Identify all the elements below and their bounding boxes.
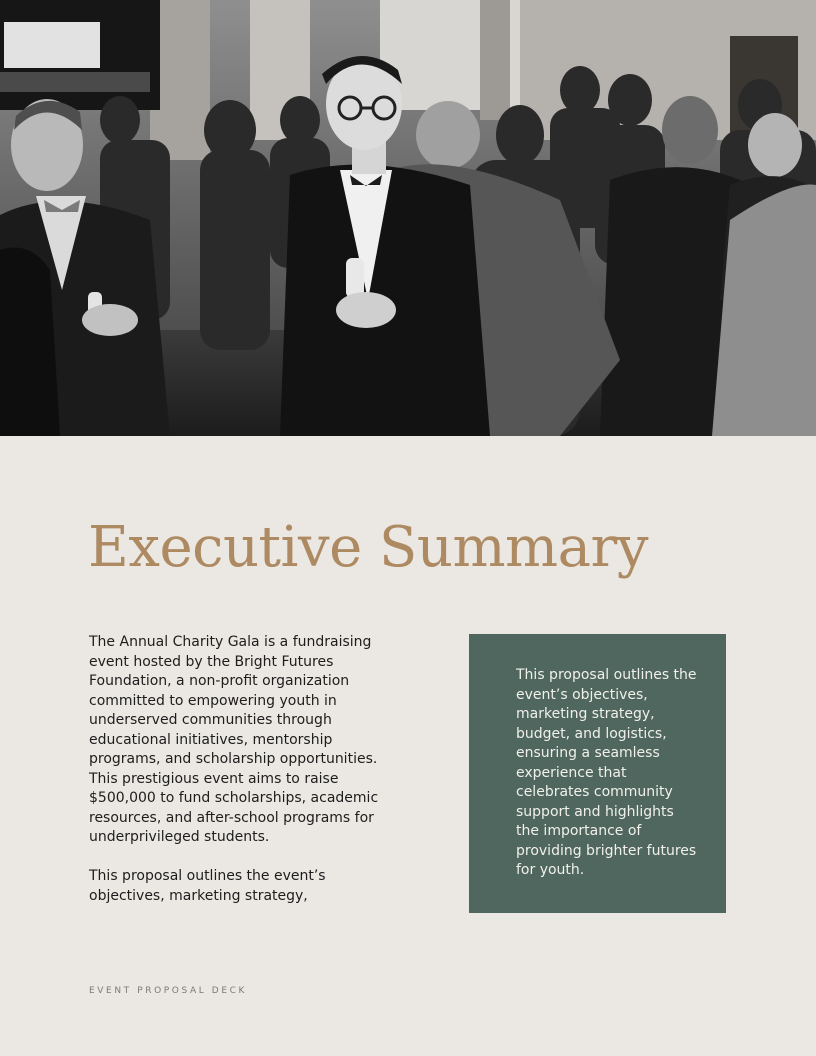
page-title: Executive Summary: [88, 515, 648, 580]
summary-body: [89, 633, 399, 926]
callout-text: This proposal outlines the event’s objectives, marketing strategy, budget, and logistics, ensuring a seamless experience that celebrates community support and highlights the importance of providing brighter futures for youth.: [516, 667, 697, 878]
gala-crowd-photo: [0, 0, 816, 436]
summary-paragraph-1: The Annual Charity Gala is a fundraising event hosted by the Bright Futures Foundation, a non-profit organization committed to empowering youth in underserved communities through educational initiatives, mentorship programs, and scholarship opportunities. This prestigious event aims to raise $500,000 to fund scholarships, academic resources, and after-school programs for underprivileged students.: [89, 634, 379, 845]
hero-photo: [0, 0, 816, 436]
footer-label: EVENT PROPOSAL DECK: [89, 986, 248, 996]
callout-box: [469, 634, 726, 913]
summary-paragraph-2: This proposal outlines the event’s objectives, marketing strategy,: [89, 868, 326, 904]
